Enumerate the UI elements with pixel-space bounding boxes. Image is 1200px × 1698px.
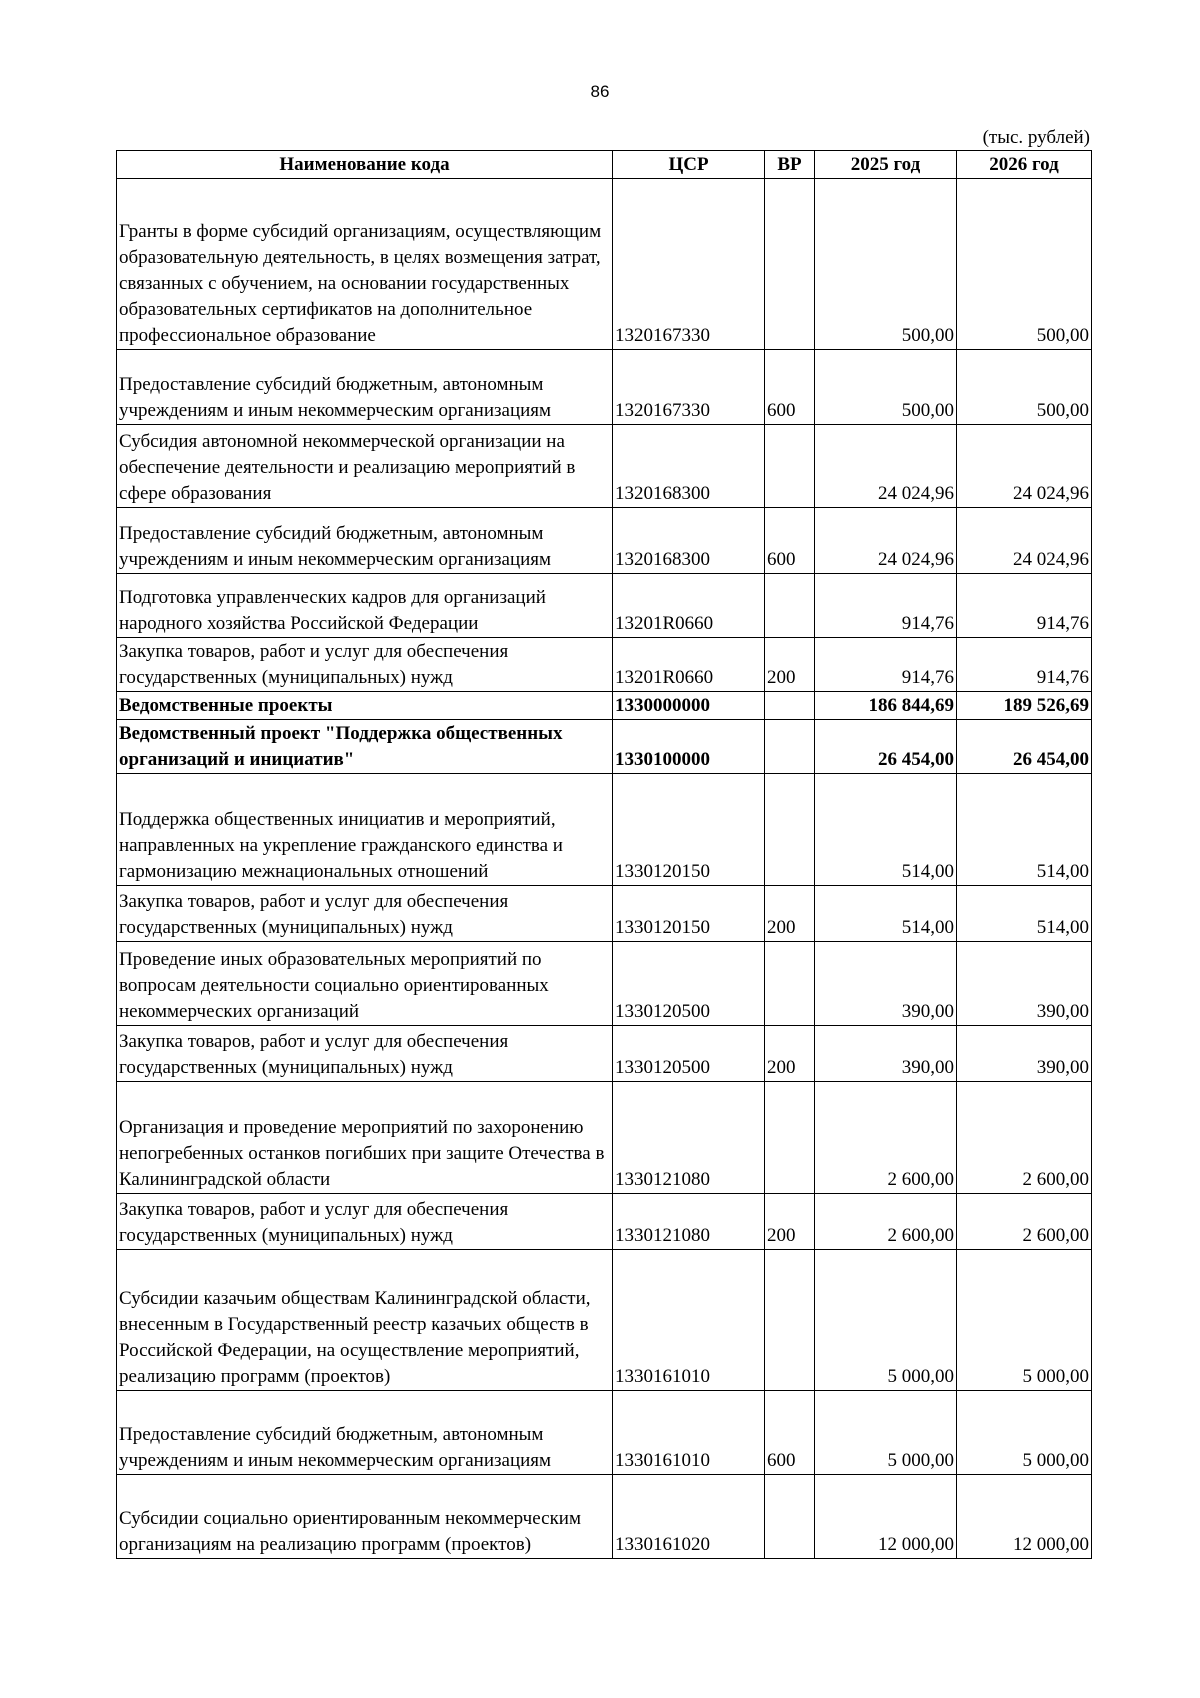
row-2025: 2 600,00 [815,1082,957,1194]
row-csr: 13201R0660 [613,638,765,692]
header-csr: ЦСР [613,151,765,179]
table-row [117,425,1092,508]
table-row [117,774,1092,886]
row-name: Предоставление субсидий бюджетным, автономным учреждениям и иным некоммерческим организациям [117,508,613,574]
row-2025: 514,00 [815,774,957,886]
row-csr: 1330120150 [613,774,765,886]
row-vr: 600 [765,508,815,574]
row-name: Поддержка общественных инициатив и мероприятий, направленных на укрепление гражданского единства и гармонизацию межнациональных отношений [117,774,613,886]
row-2026: 390,00 [957,1026,1092,1082]
table-row [117,508,1092,574]
row-name: Гранты в форме субсидий организациям, осуществляющим образовательную деятельность, в целях возмещения затрат, связанных с обучением, на основании государственных образовательных сертификатов на дополнительное профессиональное образование [117,179,613,350]
row-2026: 5 000,00 [957,1391,1092,1475]
row-csr: 1320168300 [613,425,765,508]
row-2026: 2 600,00 [957,1194,1092,1250]
table-row [117,179,1092,350]
table-row [117,720,1092,774]
row-vr: 200 [765,1194,815,1250]
table-row [117,1026,1092,1082]
row-2026: 189 526,69 [957,692,1092,720]
row-csr: 13201R0660 [613,574,765,638]
row-2025: 914,76 [815,638,957,692]
row-name: Предоставление субсидий бюджетным, автономным учреждениям и иным некоммерческим организациям [117,1391,613,1475]
table-row [117,1082,1092,1194]
row-2025: 5 000,00 [815,1250,957,1391]
row-vr [765,1475,815,1559]
row-2025: 500,00 [815,179,957,350]
row-vr: 600 [765,1391,815,1475]
row-2025: 2 600,00 [815,1194,957,1250]
row-csr: 1320168300 [613,508,765,574]
table-row [117,574,1092,638]
row-2026: 26 454,00 [957,720,1092,774]
table-row [117,350,1092,425]
row-2025: 390,00 [815,942,957,1026]
row-2025: 500,00 [815,350,957,425]
row-vr: 200 [765,886,815,942]
row-2026: 24 024,96 [957,508,1092,574]
row-vr [765,179,815,350]
row-name: Закупка товаров, работ и услуг для обеспечения государственных (муниципальных) нужд [117,886,613,942]
row-2026: 24 024,96 [957,425,1092,508]
row-vr: 200 [765,1026,815,1082]
row-2026: 2 600,00 [957,1082,1092,1194]
row-2025: 186 844,69 [815,692,957,720]
row-name: Субсидии социально ориентированным некоммерческим организациям на реализацию программ (проектов) [117,1475,613,1559]
row-vr: 600 [765,350,815,425]
row-vr [765,1082,815,1194]
row-2026: 5 000,00 [957,1250,1092,1391]
row-csr: 1330161010 [613,1391,765,1475]
row-csr: 1320167330 [613,350,765,425]
row-2026: 12 000,00 [957,1475,1092,1559]
row-2025: 5 000,00 [815,1391,957,1475]
row-name: Закупка товаров, работ и услуг для обеспечения государственных (муниципальных) нужд [117,1026,613,1082]
row-vr [765,425,815,508]
row-2025: 12 000,00 [815,1475,957,1559]
row-csr: 1330121080 [613,1082,765,1194]
row-2025: 390,00 [815,1026,957,1082]
header-vr: ВР [765,151,815,179]
row-name: Проведение иных образовательных мероприятий по вопросам деятельности социально ориентированных некоммерческих организаций [117,942,613,1026]
header-name: Наименование кода [117,151,613,179]
page-number: 86 [590,82,610,101]
row-name: Закупка товаров, работ и услуг для обеспечения государственных (муниципальных) нужд [117,1194,613,1250]
row-name: Закупка товаров, работ и услуг для обеспечения государственных (муниципальных) нужд [117,638,613,692]
row-name: Ведомственные проекты [117,692,613,720]
row-2025: 24 024,96 [815,425,957,508]
row-name: Субсидия автономной некоммерческой организации на обеспечение деятельности и реализацию мероприятий в сфере образования [117,425,613,508]
row-vr [765,692,815,720]
row-csr: 1330000000 [613,692,765,720]
row-csr: 1330161010 [613,1250,765,1391]
table-row [117,942,1092,1026]
row-csr: 1330120500 [613,1026,765,1082]
row-csr: 1320167330 [613,179,765,350]
row-2026: 390,00 [957,942,1092,1026]
row-csr: 1330161020 [613,1475,765,1559]
row-2025: 514,00 [815,886,957,942]
row-csr: 1330100000 [613,720,765,774]
row-name: Предоставление субсидий бюджетным, автономным учреждениям и иным некоммерческим организациям [117,350,613,425]
row-2025: 914,76 [815,574,957,638]
row-name: Подготовка управленческих кадров для организаций народного хозяйства Российской Федерации [117,574,613,638]
table-row [117,1475,1092,1559]
row-csr: 1330120500 [613,942,765,1026]
table-row [117,1391,1092,1475]
row-csr: 1330120150 [613,886,765,942]
row-name: Ведомственный проект "Поддержка общественных организаций и инициатив" [117,720,613,774]
header-2025: 2025 год [815,151,957,179]
row-2025: 24 024,96 [815,508,957,574]
table-header-row [117,151,1092,179]
row-vr [765,774,815,886]
row-2026: 914,76 [957,574,1092,638]
table-row [117,638,1092,692]
row-name: Организация и проведение мероприятий по захоронению непогребенных останков погибших при защите Отечества в Калининградской области [117,1082,613,1194]
row-2026: 514,00 [957,774,1092,886]
table-row [117,692,1092,720]
row-vr: 200 [765,638,815,692]
table-row [117,886,1092,942]
table-row [117,1250,1092,1391]
row-2026: 914,76 [957,638,1092,692]
row-2026: 500,00 [957,350,1092,425]
row-2025: 26 454,00 [815,720,957,774]
row-csr: 1330121080 [613,1194,765,1250]
row-vr [765,574,815,638]
row-vr [765,720,815,774]
table-row [117,1194,1092,1250]
row-vr [765,1250,815,1391]
row-name: Субсидии казачьим обществам Калининградской области, внесенным в Государственный реестр казачьих обществ в Российской Федерации, на осуществление мероприятий, реализацию программ (проектов) [117,1250,613,1391]
row-vr [765,942,815,1026]
header-2026: 2026 год [957,151,1092,179]
row-2026: 500,00 [957,179,1092,350]
budget-table [116,150,1092,1559]
row-2026: 514,00 [957,886,1092,942]
units-label: (тыс. рублей) [982,127,1090,148]
